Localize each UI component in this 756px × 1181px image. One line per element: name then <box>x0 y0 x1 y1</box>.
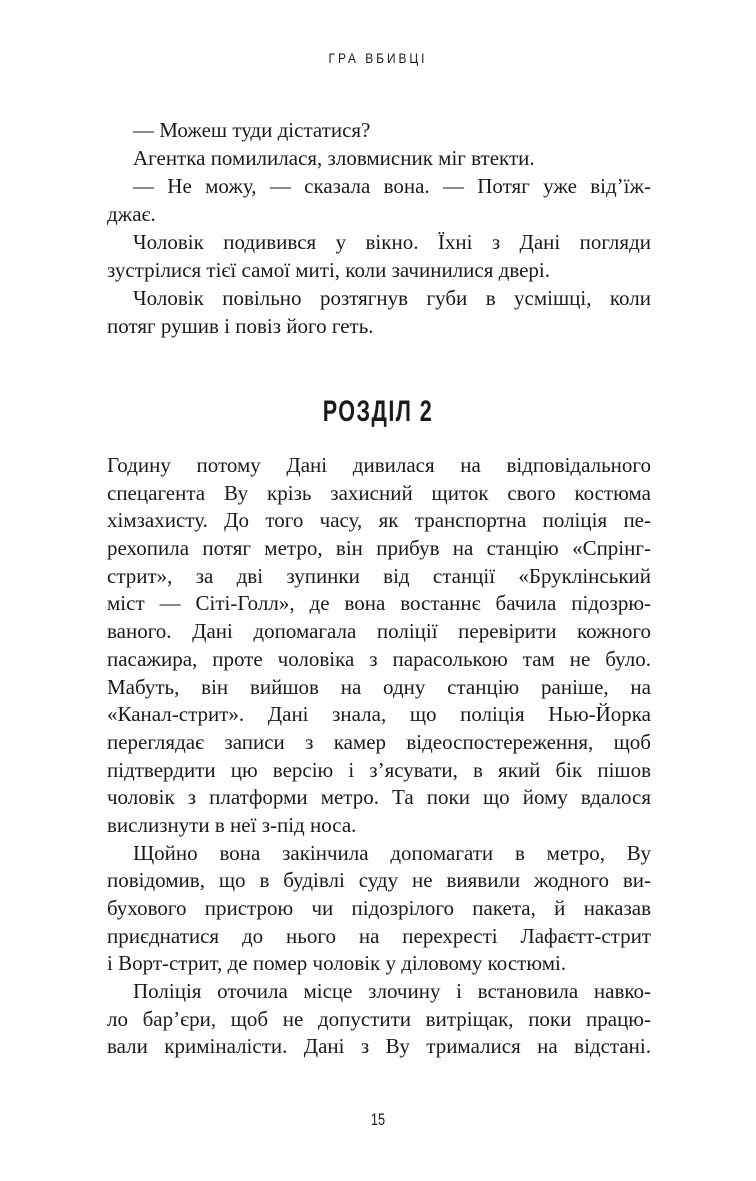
text-line: підтвердити цю версію і з’ясувати, в який бік пішов <box>107 757 651 782</box>
text-line: приєднатися до нього на перехресті Лафаєтт-стрит <box>107 923 651 948</box>
text-line: переглядає записи з камер відеоспостереження, щоб <box>107 729 651 754</box>
text-line: «Канал-стрит». Дані знала, що поліція Нью-Йорка <box>107 702 651 727</box>
text-line: ваного. Дані допомагала поліції перевірити кожного <box>107 619 651 644</box>
text-line: спецагента Ву крізь захисний щиток свого костюма <box>107 480 651 505</box>
text-line: — Не можу, — сказала вона. — Потяг уже від’їж- <box>133 174 651 198</box>
text-line: і Ворт-стрит, де помер чоловік у діловому костюмі. <box>107 951 567 976</box>
text-line: зустрілися тієї самої миті, коли зачинилися двері. <box>107 258 551 282</box>
text-line: чоловік з платформи метро. Та поки що йому вдалося <box>107 785 651 810</box>
text-line: вали криміналісти. Дані з Ву трималися на відстані. <box>107 1034 651 1059</box>
page-number: 15 <box>370 1110 386 1129</box>
text-line: Чоловік повільно розтягнув губи в усмішці, коли <box>133 286 651 310</box>
text-line: джає. <box>107 202 156 226</box>
text-line: Щойно вона закінчила допомагати в метро, Ву <box>133 840 651 865</box>
text-line: потяг рушив і повіз його геть. <box>107 314 374 338</box>
text-line: хімзахисту. До того часу, як транспортна поліція пе- <box>107 508 651 533</box>
text-line: Годину потому Дані дивилася на відповідального <box>107 453 651 477</box>
text-line: ло бар’єри, щоб не допустити витріщак, поки працю- <box>107 1006 651 1031</box>
text-line: рехопила потяг метро, він прибув на станцію «Спрінг- <box>107 536 651 561</box>
text-line: Поліція оточила місце злочину і встановила навко- <box>133 979 651 1004</box>
text-line: — Можеш туди дістатися? <box>133 118 371 142</box>
text-line: повідомив, що в будівлі суду не виявили жодного ви- <box>107 868 651 893</box>
running-header: ГРА ВБИВЦІ <box>328 50 428 66</box>
text-line: міст — Сіті-Голл», де вона востаннє бачила підозрю- <box>107 591 651 616</box>
chapter-title: РОЗДІЛ 2 <box>322 395 434 428</box>
text-line: Чоловік подивився у вікно. Їхні з Дані погляди <box>133 230 651 254</box>
text-section-1 <box>107 116 651 340</box>
text-line: бухового пристрою чи підозрілого пакета, й наказав <box>107 896 651 920</box>
text-line: Мабуть, він вийшов на одну станцію раніше, на <box>107 674 651 699</box>
text-line: пасажира, проте чоловіка з парасолькою там не було. <box>107 646 651 671</box>
text-line: стрит», за дві зупинки від станції «Бруклінський <box>107 563 651 588</box>
text-line: вислизнути в неї з-під носа. <box>107 812 357 837</box>
text-line: Агентка помилилася, зловмисник міг втекти. <box>133 146 535 170</box>
text-section-2 <box>107 452 651 1061</box>
